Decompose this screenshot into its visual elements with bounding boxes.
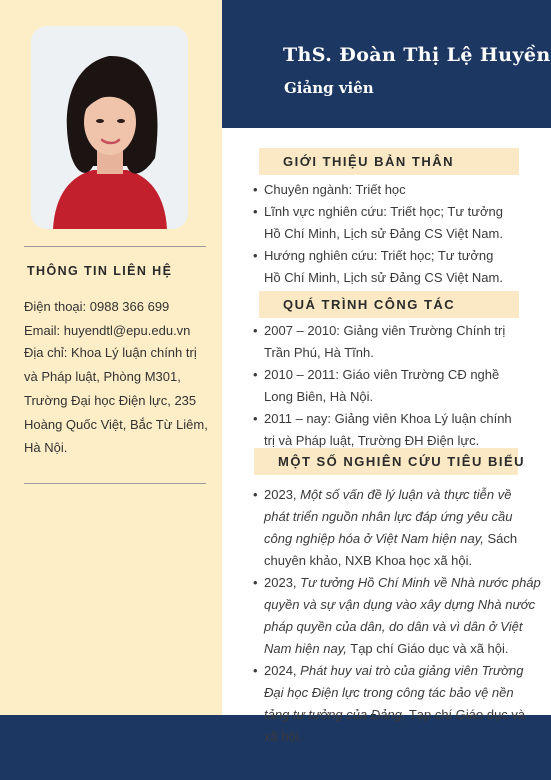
bullet-icon: • [253,411,258,426]
list-item: • 2023, Một số vấn đề lý luận và thực tiễn về phát triển nguồn nhân lực đáp ứng yêu cầu công nghiệp hóa ở Việt Nam hiện nay, Sách chuyên khảo, NXB Khoa học xã hội. [253,484,543,572]
contact-address-line: Hoàng Quốc Việt, Bắc Từ Liêm, [24,417,208,432]
list-item: • 2023, Tư tưởng Hồ Chí Minh về Nhà nước pháp quyền và sự vận dụng vào xây dựng Nhà nước pháp quyền của dân, do dân và vì dân ở Việt Nam hiện nay, Tạp chí Giáo dục và xã hội. [253,572,543,660]
about-list [253,179,543,289]
research-list [253,484,543,748]
list-item: • Chuyên ngành: Triết học [253,179,543,201]
bullet-icon: • [253,663,258,678]
bullet-icon: • [253,367,258,382]
bullet-icon: • [253,248,258,263]
list-item: • 2007 – 2010: Giảng viên Trường Chính trị Trần Phú, Hà Tĩnh. [253,320,543,364]
list-item: • 2011 – nay: Giảng viên Khoa Lý luận chính trị và Pháp luật, Trường ĐH Điện lực. [253,408,543,452]
bullet-icon: • [253,575,258,590]
contact-address-line: và Pháp luật, Phòng M301, [24,369,181,384]
contact-divider-top [24,246,206,247]
contact-divider-bottom [24,483,206,484]
bullet-icon: • [253,487,258,502]
contact-heading: THÔNG TIN LIÊN HỆ [27,264,173,278]
person-role: Giảng viên [284,79,374,97]
list-item: • 2024, Phát huy vai trò của giảng viên Trường Đại học Điện lực trong công tác bảo vệ nền tảng tư tưởng của Đảng, Tạp chí Giáo dục và xã hội. [253,660,543,748]
contact-address-line: Trường Đại học Điện lực, 235 [24,393,197,408]
bullet-icon: • [253,323,258,338]
contact-email: Email: huyendtl@epu.edu.vn [24,323,191,338]
contact-address-line: Hà Nội. [24,440,68,455]
list-item: • 2010 – 2011: Giáo viên Trường CĐ nghề Long Biên, Hà Nội. [253,364,543,408]
list-item: • Hướng nghiên cứu: Triết học; Tư tưởng Hồ Chí Minh, Lịch sử Đảng CS Việt Nam. [253,245,543,289]
profile-photo [31,26,188,229]
section-heading-career: QUÁ TRÌNH CÔNG TÁC [259,291,519,318]
bullet-icon: • [253,204,258,219]
section-heading-research: MỘT SỐ NGHIÊN CỨU TIÊU BIỂU [254,448,518,475]
person-name: ThS. Đoàn Thị Lệ Huyền [283,44,551,66]
bullet-icon: • [253,182,258,197]
section-heading-about: GIỚI THIỆU BẢN THÂN [259,148,519,175]
contact-address-line: Địa chỉ: Khoa Lý luận chính trị [24,345,197,360]
contact-phone: Điện thoại: 0988 366 699 [24,299,170,314]
career-list [253,320,543,452]
list-item: • Lĩnh vực nghiên cứu: Triết học; Tư tưởng Hồ Chí Minh, Lịch sử Đảng CS Việt Nam. [253,201,543,245]
